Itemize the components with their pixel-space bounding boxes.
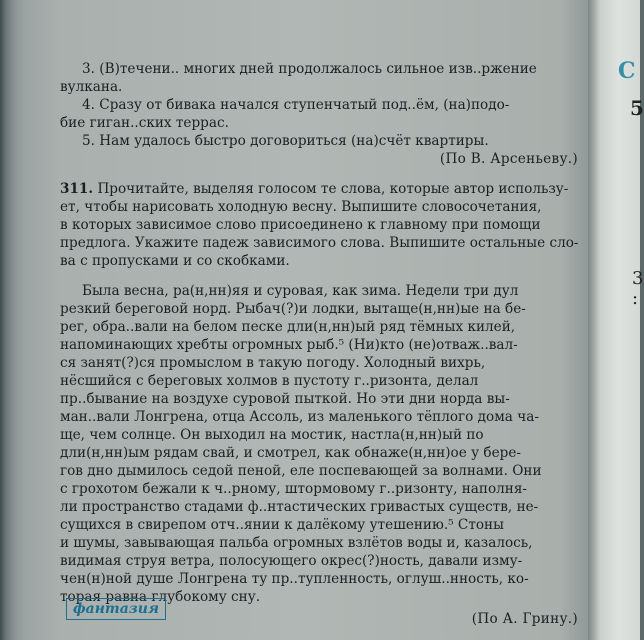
exercise-line: в которых зависимое слово присоединено к главному при помощи (60, 217, 541, 233)
facing-page-digit-2: 3 (632, 268, 644, 289)
story-line: видимая струя ветра, полосующего окрес(?)ность, давали изму- (60, 553, 523, 569)
prev-line: 3. (В)течени.. многих дней продолжалось сильное изв..ржение (82, 61, 537, 77)
story-text (60, 282, 580, 628)
textbook-page (60, 60, 580, 628)
story-line: и шумы, завывающая пальба огромных взлётов воды и, казалось, (60, 535, 533, 551)
exercise-line: Прочитайте, выделяя голосом те слова, которые автор использу- (97, 181, 569, 197)
story-line: Была весна, ра(н,нн)яя и суровая, как зима. Недели три дул (82, 283, 519, 299)
story-line: ман..вали Лонгрена, отца Ассоль, из маленького тёплого дома ча- (60, 409, 539, 425)
facing-page-letter: С (618, 58, 636, 84)
story-line: гов дно дымилось седой пеной, еле поспевающей за волнами. Они (60, 463, 542, 479)
story-line: нёсшийся с береговых холмов в пустоту г..ризонта, делал (60, 373, 479, 389)
exercise-311 (60, 180, 580, 270)
story-line: резкий береговой норд. Рыбач(?)и лодки, вытаще(н,нн)ые на бе- (60, 301, 526, 317)
story-line: сущихся в свирепом отч..янии к далёкому утешению.⁵ Стоны (60, 517, 504, 533)
prev-line: вулкана. (60, 79, 123, 95)
facing-page-colon: : (632, 288, 639, 309)
prev-source: (По В. Арсеньеву.) (439, 151, 578, 167)
exercise-number: 311. (60, 181, 94, 197)
story-line: рег, обра..вали на белом песке дли(н,нн)ый ряд тёмных килей, (60, 319, 516, 335)
story-line: пр..бывание на воздухе суровой пыткой. Но эти дни норда вы- (60, 391, 510, 407)
story-line: дли(н,нн)ым рядам свай, и смотрел, как обнаже(н,нн)ое у бере- (60, 445, 521, 461)
vocabulary-term-box: фантазия (66, 598, 166, 620)
prev-line: 5. Нам удалось быстро договориться (на)счёт квартиры. (82, 133, 489, 149)
story-line: чен(н)ной душе Лонгрена ту пр..тупленность, оглуш..нность, ко- (60, 571, 529, 587)
exercise-line: предлога. Укажите падеж зависимого слова. Выпишите остальные сло- (60, 235, 579, 251)
story-line: ся занят(?)ся промыслом в такую погоду. Холодный вихрь, (60, 355, 486, 371)
story-line: торая равна глубокому сну. (60, 589, 261, 605)
facing-page-digit: 5 (630, 96, 644, 120)
story-source: (По А. Грину.) (471, 611, 578, 627)
exercise-line: ет, чтобы нарисовать холодную весну. Выпишите словосочетания, (60, 199, 542, 215)
prev-line: бие гиган..ских террас. (60, 115, 229, 131)
story-line: ли пространство стадами ф..нтастических гривастых существ, не- (60, 499, 539, 515)
story-line: напоминающих хребты огромных рыб.⁵ (Ни)кто (не)отваж..вал- (60, 337, 518, 353)
exercise-line: ва с пропусками и со скобками. (60, 253, 290, 269)
prev-line: 4. Сразу от бивака начался ступенчатый под..ём, (на)подо- (82, 97, 510, 113)
story-line: с грохотом бежали к ч..рному, штормовому г..ризонту, наполня- (60, 481, 528, 497)
story-line: ще, чем солнце. Он выходил на мостик, настла(н,нн)ый по (60, 427, 484, 443)
prev-exercise (60, 60, 580, 168)
